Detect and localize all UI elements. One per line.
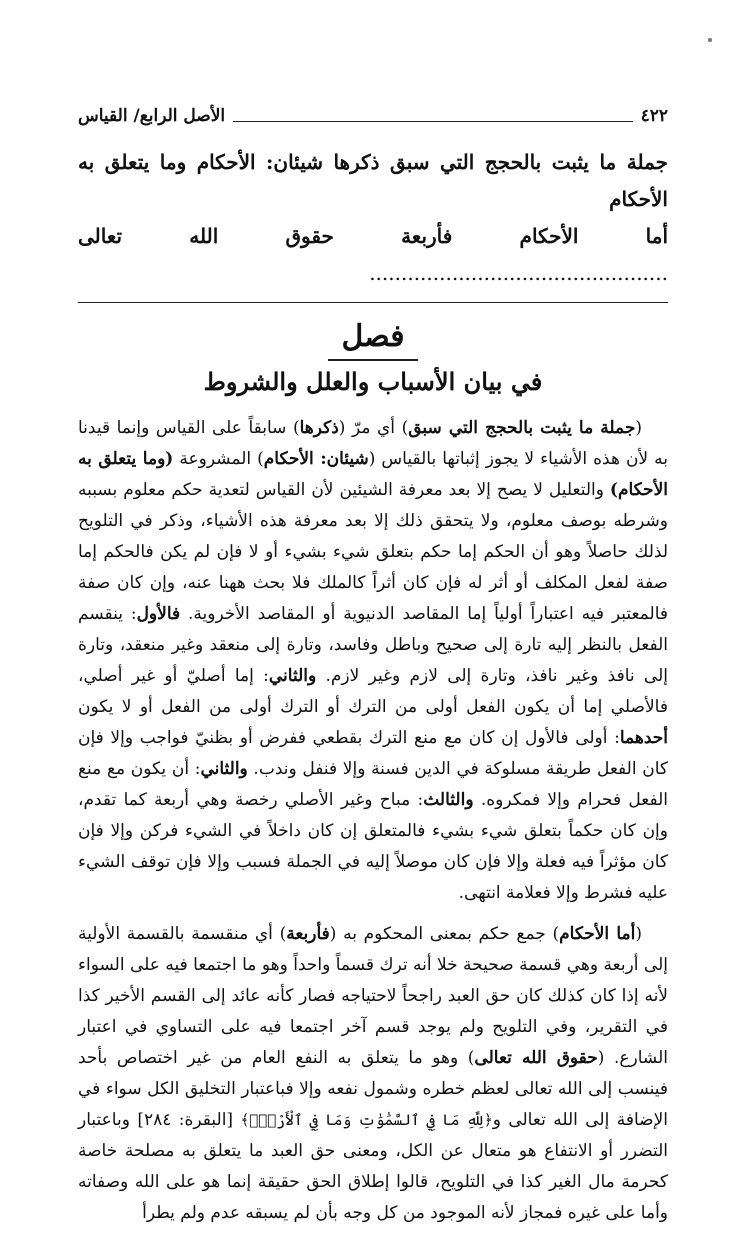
page-number: ٤٢٢ (640, 106, 668, 126)
text-run: ) المشروعة (173, 449, 264, 469)
text-run: والتعليل لا يصح إلا بعد معرفة الشيئين لأن القياس لتعدية حكم معلوم بسببه وشرطه بوصف معلوم، ولا يتحقق ذلك إلا بعد معرفة هذه الأشياء، وذكر في التلويح لذلك حاصلاً وهو أن الحكم إما حكم بتعلق شيء بشيء أو لا فإن لم يكن فالحكم إما صفة لفعل المكلف أو أثر له فإن كان أثراً كالملك فلا بحث ههنا عنه، وإن كان صفة فالمعتبر فيه اعتباراً أولياً إما المقاصد الدنيوية أو المقاصد الأخروية. (78, 480, 668, 624)
text-run: : إما أصليّ أو غير أصلي، فالأصلي إما أن يكون الفعل أولى من الترك أو الترك أولى من الفعل أو لا يكون (78, 666, 668, 717)
running-title: الأصل الرابع/ القياس (78, 106, 226, 126)
matn-quote: فأربعة (286, 924, 330, 944)
chapter-subtitle: في بيان الأسباب والعلل والشروط (203, 367, 543, 396)
text-run: ) أي مرّ ( (338, 418, 409, 438)
matn-quote: حقوق الله تعالى (474, 1048, 598, 1068)
text-run: ) وهو ما يتعلق به النفع العام من غير اختصاص بأحد فينسب إلى الله تعالى لعظم خطره وشمول نفعه وإلا فباعتبار التخليق الكل سواء في الإضافة إلى الله تعالى و (78, 1048, 669, 1130)
text-run: : أن يكون مع منع الفعل فحرام وإلا فمكروه. (78, 759, 669, 810)
scan-speck (708, 38, 712, 42)
text-run: : مباح وغير الأصلي رخصة وهي أربعة كما تقدم، وإن كان حكماً بتعلق شيء بشيء فالمتعلق إن كان داخلاً في الشيء فركن وإلا فإن كان مؤثراً فيه فعلة وإلا فإن كان موصلاً إليه في الجملة فسبب وإلا فإن توقف الشيء عليه فشرط وإلا فعلامة انتهى. (78, 790, 668, 903)
running-head (78, 100, 668, 132)
header-rule (233, 111, 632, 122)
matn-quote: شيئان (326, 449, 369, 469)
matn-quote: أما الأحكام (559, 924, 636, 944)
book-page (78, 100, 668, 1239)
commentary-paragraph-1 (78, 413, 668, 909)
matn-line-2 (78, 218, 668, 292)
commentary (78, 413, 668, 1229)
text-run: ) سابقاً على القياس وإنما قيدنا به لأن هذه الأشياء لا يجوز إثباتها بالقياس ( (78, 418, 668, 469)
text-run: ) أي منقسمة بالقسمة الأولية إلى أربعة وهي قسمة صحيحة خلا أنه ترك قسماً واحداً وهو ما اجتمعا فيه على السواء لأنه إذا كان كذلك كان حق العبد راجحاً لاحتياجه فصار كأنه عائد إلى القسم الأخير كذا في التقرير، وفي التلويح ولم يوجد قسم آخر اجتمعا فيه على التساوي في اعتبار الشارع. ( (78, 924, 668, 1068)
matn-dots: ............................................... (369, 261, 668, 285)
keyword: والثالث (423, 790, 474, 810)
matn-quote: الأحكام (263, 449, 314, 469)
text-run: : أولى فالأول إن كان مع منع الترك بقطعي ففرض أو بظنيّ فواجب وإلا فإن كان الفعل طريقة مسلوكة في الدين فسنة وإلا فنفل وندب. (78, 728, 668, 779)
text-run: [البقرة: ٢٨٤] وباعتبار التضرر أو الانتفاع هو متعال عن الكل، ومعنى حق العبد ما يتعلق به مصلحة خاصة كحرمة مال الغير كذا في التلويح، قالوا إطلاق الحق حقيقة إنما هو على الله وصفاته وأما على غيره فمجاز لأنه الموجود من كل وجه بأن لم يسبقه عدم ولم يطرأ (78, 1110, 668, 1223)
text-run: ( (635, 924, 643, 944)
keyword: والثاني (200, 759, 248, 779)
text-run: ) جمع حكم بمعنى المحكوم به ( (329, 924, 560, 944)
text-run: ( (635, 418, 642, 438)
keyword: أحدهما (619, 728, 668, 748)
matn-text (78, 144, 668, 292)
keyword: فالأول (136, 604, 181, 624)
matn-quote: جملة ما يثبت بالحجج التي سبق (408, 418, 636, 438)
fasl-word: فصل (341, 319, 405, 354)
matn-quote: : (313, 449, 327, 469)
matn-line-1: جملة ما يثبت بالحجج التي سبق ذكرها شيئان: الأحكام وما يتعلق به الأحكام (78, 150, 668, 211)
keyword: والثاني (268, 666, 317, 686)
section-divider (78, 302, 668, 303)
text-run: : ينقسم الفعل بالنظر إليه تارة إلى صحيح وباطل وفاسد، وتارة إلى منعقد وغير منعقد، وتارة إلى نافذ وغير نافذ، وتارة إلى لازم وغير لازم. (78, 604, 668, 686)
matn-line-2-text: أما الأحكام فأربعة حقوق الله تعالى (78, 224, 668, 248)
chapter-heading (78, 317, 668, 401)
fasl-underline (328, 359, 418, 361)
quran-verse: ﴿لِلَّهِ مَا فِي ٱلسَّمَٰوَٰتِ وَمَا فِي ٱلْأَرْضِۗ﴾ (240, 1111, 493, 1129)
matn-quote: ذكرها (299, 418, 339, 438)
commentary-paragraph-2 (78, 919, 668, 1229)
matn-quote: (وما يتعلق به الأحكام) (78, 449, 668, 500)
